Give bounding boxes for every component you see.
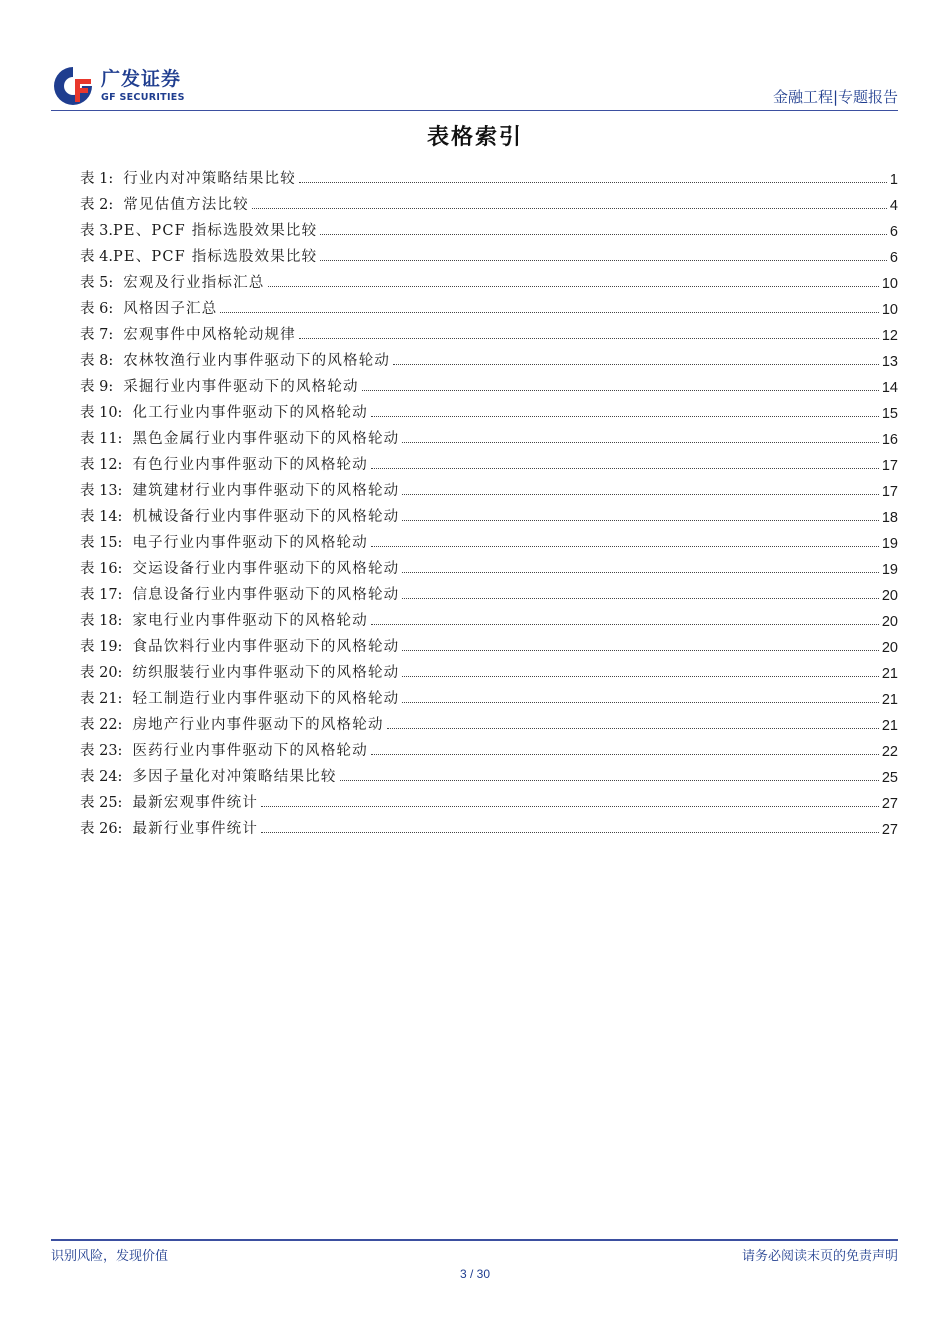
toc-entry-number: 表 26: (80, 821, 123, 837)
toc-entry-page: 12 (881, 328, 898, 344)
toc-entry-number: 表 4. (80, 249, 113, 265)
toc-leader-dots (220, 312, 878, 313)
toc-entry-number: 表 12: (80, 457, 123, 473)
toc-leader-dots (402, 442, 879, 443)
toc-entry-label: 化工行业内事件驱动下的风格轮动 (132, 405, 368, 421)
toc-entry-label: 宏观及行业指标汇总 (123, 275, 265, 291)
toc-leader-dots (299, 338, 879, 339)
toc-entry-label: 多因子量化对冲策略结果比较 (132, 769, 337, 785)
toc-entry[interactable] (80, 370, 898, 396)
toc-entry-page: 20 (881, 614, 898, 630)
toc-entry-label: 有色行业内事件驱动下的风格轮动 (132, 457, 368, 473)
toc-entry-number: 表 21: (80, 691, 123, 707)
toc-entry-page: 6 (889, 250, 898, 266)
toc-entry-page: 27 (881, 796, 898, 812)
toc-leader-dots (393, 364, 879, 365)
toc-entry-page: 13 (881, 354, 898, 370)
toc-entry-number: 表 14: (80, 509, 123, 525)
toc-entry[interactable] (80, 422, 898, 448)
table-index-list (80, 162, 898, 838)
toc-leader-dots (402, 598, 879, 599)
footer-disclaimer: 请务必阅读末页的免责声明 (741, 1249, 898, 1264)
toc-entry-page: 15 (881, 406, 898, 422)
toc-leader-dots (252, 208, 887, 209)
toc-entry[interactable] (80, 786, 898, 812)
toc-leader-dots (402, 494, 879, 495)
toc-entry-page: 20 (881, 588, 898, 604)
toc-entry[interactable] (80, 474, 898, 500)
toc-leader-dots (340, 780, 879, 781)
toc-entry-label: 行业内对冲策略结果比较 (123, 171, 296, 187)
toc-entry-page: 10 (881, 302, 898, 318)
toc-leader-dots (371, 624, 879, 625)
toc-entry-label: 农林牧渔行业内事件驱动下的风格轮动 (123, 353, 391, 369)
toc-entry-label: 黑色金属行业内事件驱动下的风格轮动 (132, 431, 400, 447)
toc-entry[interactable] (80, 500, 898, 526)
toc-entry-label: 家电行业内事件驱动下的风格轮动 (132, 613, 368, 629)
toc-entry-number: 表 5: (80, 275, 114, 291)
toc-entry-number: 表 24: (80, 769, 123, 785)
report-category: 金融工程|专题报告 (772, 88, 898, 106)
toc-entry-number: 表 18: (80, 613, 123, 629)
toc-entry[interactable] (80, 734, 898, 760)
toc-entry[interactable] (80, 214, 898, 240)
toc-entry-label: PE、PCF 指标选股效果比较 (112, 223, 318, 239)
toc-entry-label: 电子行业内事件驱动下的风格轮动 (132, 535, 368, 551)
toc-leader-dots (299, 182, 887, 183)
toc-entry-number: 表 1: (80, 171, 114, 187)
toc-entry-label: 房地产行业内事件驱动下的风格轮动 (132, 717, 384, 733)
toc-leader-dots (371, 416, 879, 417)
toc-entry-label: 交运设备行业内事件驱动下的风格轮动 (132, 561, 400, 577)
toc-entry-number: 表 3. (80, 223, 113, 239)
toc-entry-page: 16 (881, 432, 898, 448)
toc-entry-label: 食品饮料行业内事件驱动下的风格轮动 (132, 639, 400, 655)
toc-entry-page: 17 (881, 458, 898, 474)
toc-entry-label: 常见估值方法比较 (123, 197, 249, 213)
toc-entry-page: 21 (881, 692, 898, 708)
toc-leader-dots (371, 546, 879, 547)
toc-leader-dots (320, 234, 887, 235)
toc-leader-dots (320, 260, 887, 261)
toc-entry-number: 表 17: (80, 587, 123, 603)
toc-entry[interactable] (80, 448, 898, 474)
toc-entry-number: 表 19: (80, 639, 123, 655)
toc-entry[interactable] (80, 266, 898, 292)
toc-entry[interactable] (80, 240, 898, 266)
toc-entry-label: 采掘行业内事件驱动下的风格轮动 (123, 379, 359, 395)
toc-entry-number: 表 6: (80, 301, 114, 317)
toc-leader-dots (387, 728, 879, 729)
toc-entry-page: 1 (889, 172, 898, 188)
toc-entry[interactable] (80, 396, 898, 422)
toc-entry-number: 表 13: (80, 483, 123, 499)
toc-entry-number: 表 10: (80, 405, 123, 421)
toc-entry[interactable] (80, 552, 898, 578)
toc-entry-number: 表 7: (80, 327, 114, 343)
logo-en-text: GF SECURITIES (101, 91, 185, 103)
toc-entry-number: 表 2: (80, 197, 114, 213)
toc-leader-dots (402, 572, 879, 573)
toc-leader-dots (371, 468, 879, 469)
toc-entry-page: 22 (881, 744, 898, 760)
toc-entry-page: 10 (881, 276, 898, 292)
toc-entry-number: 表 16: (80, 561, 123, 577)
toc-entry-number: 表 20: (80, 665, 123, 681)
toc-entry-label: 最新行业事件统计 (132, 821, 259, 837)
toc-entry-label: 风格因子汇总 (123, 301, 218, 317)
page-number: 3 / 30 (459, 1267, 491, 1281)
toc-entry-number: 表 9: (80, 379, 114, 395)
toc-leader-dots (402, 676, 879, 677)
toc-entry[interactable] (80, 344, 898, 370)
toc-leader-dots (261, 806, 879, 807)
toc-leader-dots (261, 832, 879, 833)
toc-entry-label: 最新宏观事件统计 (132, 795, 259, 811)
toc-entry-page: 21 (881, 718, 898, 734)
toc-entry[interactable] (80, 812, 898, 838)
toc-leader-dots (402, 650, 879, 651)
toc-entry-number: 表 8: (80, 353, 114, 369)
page-header (51, 64, 898, 110)
toc-entry-label: 信息设备行业内事件驱动下的风格轮动 (132, 587, 400, 603)
toc-entry[interactable] (80, 708, 898, 734)
toc-entry-label: 纺织服装行业内事件驱动下的风格轮动 (132, 665, 400, 681)
toc-entry[interactable] (80, 656, 898, 682)
gf-logo-icon (51, 64, 95, 108)
logo-cn-text: 广发证券 (101, 67, 182, 90)
toc-leader-dots (402, 702, 879, 703)
toc-entry-page: 27 (881, 822, 898, 838)
toc-leader-dots (402, 520, 879, 521)
toc-entry-label: 建筑建材行业内事件驱动下的风格轮动 (132, 483, 400, 499)
toc-entry[interactable] (80, 162, 898, 188)
toc-entry-number: 表 23: (80, 743, 123, 759)
toc-entry[interactable] (80, 760, 898, 786)
toc-entry[interactable] (80, 526, 898, 552)
toc-entry-label: PE、PCF 指标选股效果比较 (112, 249, 318, 265)
toc-entry-page: 21 (881, 666, 898, 682)
toc-entry[interactable] (80, 630, 898, 656)
toc-entry-label: 轻工制造行业内事件驱动下的风格轮动 (132, 691, 400, 707)
toc-leader-dots (371, 754, 879, 755)
toc-entry[interactable] (80, 292, 898, 318)
toc-entry-page: 19 (881, 536, 898, 552)
toc-entry-page: 19 (881, 562, 898, 578)
toc-leader-dots (268, 286, 879, 287)
toc-entry-page: 20 (881, 640, 898, 656)
toc-entry-page: 18 (881, 510, 898, 526)
toc-entry[interactable] (80, 188, 898, 214)
toc-entry[interactable] (80, 318, 898, 344)
toc-entry-page: 17 (881, 484, 898, 500)
footer-slogan: 识别风险，发现价值 (51, 1249, 169, 1264)
toc-entry-page: 6 (889, 224, 898, 240)
toc-entry-label: 宏观事件中风格轮动规律 (123, 327, 296, 343)
toc-entry-page: 14 (881, 380, 898, 396)
page-title: 表格索引 (426, 124, 523, 150)
toc-entry-label: 机械设备行业内事件驱动下的风格轮动 (132, 509, 400, 525)
toc-leader-dots (362, 390, 879, 391)
company-logo (51, 64, 185, 108)
toc-entry-page: 4 (889, 198, 898, 214)
toc-entry[interactable] (80, 604, 898, 630)
footer-divider (51, 1239, 898, 1241)
toc-entry-number: 表 25: (80, 795, 123, 811)
toc-entry-number: 表 15: (80, 535, 123, 551)
toc-entry[interactable] (80, 682, 898, 708)
toc-entry-label: 医药行业内事件驱动下的风格轮动 (132, 743, 368, 759)
toc-entry[interactable] (80, 578, 898, 604)
toc-entry-number: 表 22: (80, 717, 123, 733)
toc-entry-number: 表 11: (80, 431, 123, 447)
header-divider (51, 110, 898, 111)
toc-entry-page: 25 (881, 770, 898, 786)
